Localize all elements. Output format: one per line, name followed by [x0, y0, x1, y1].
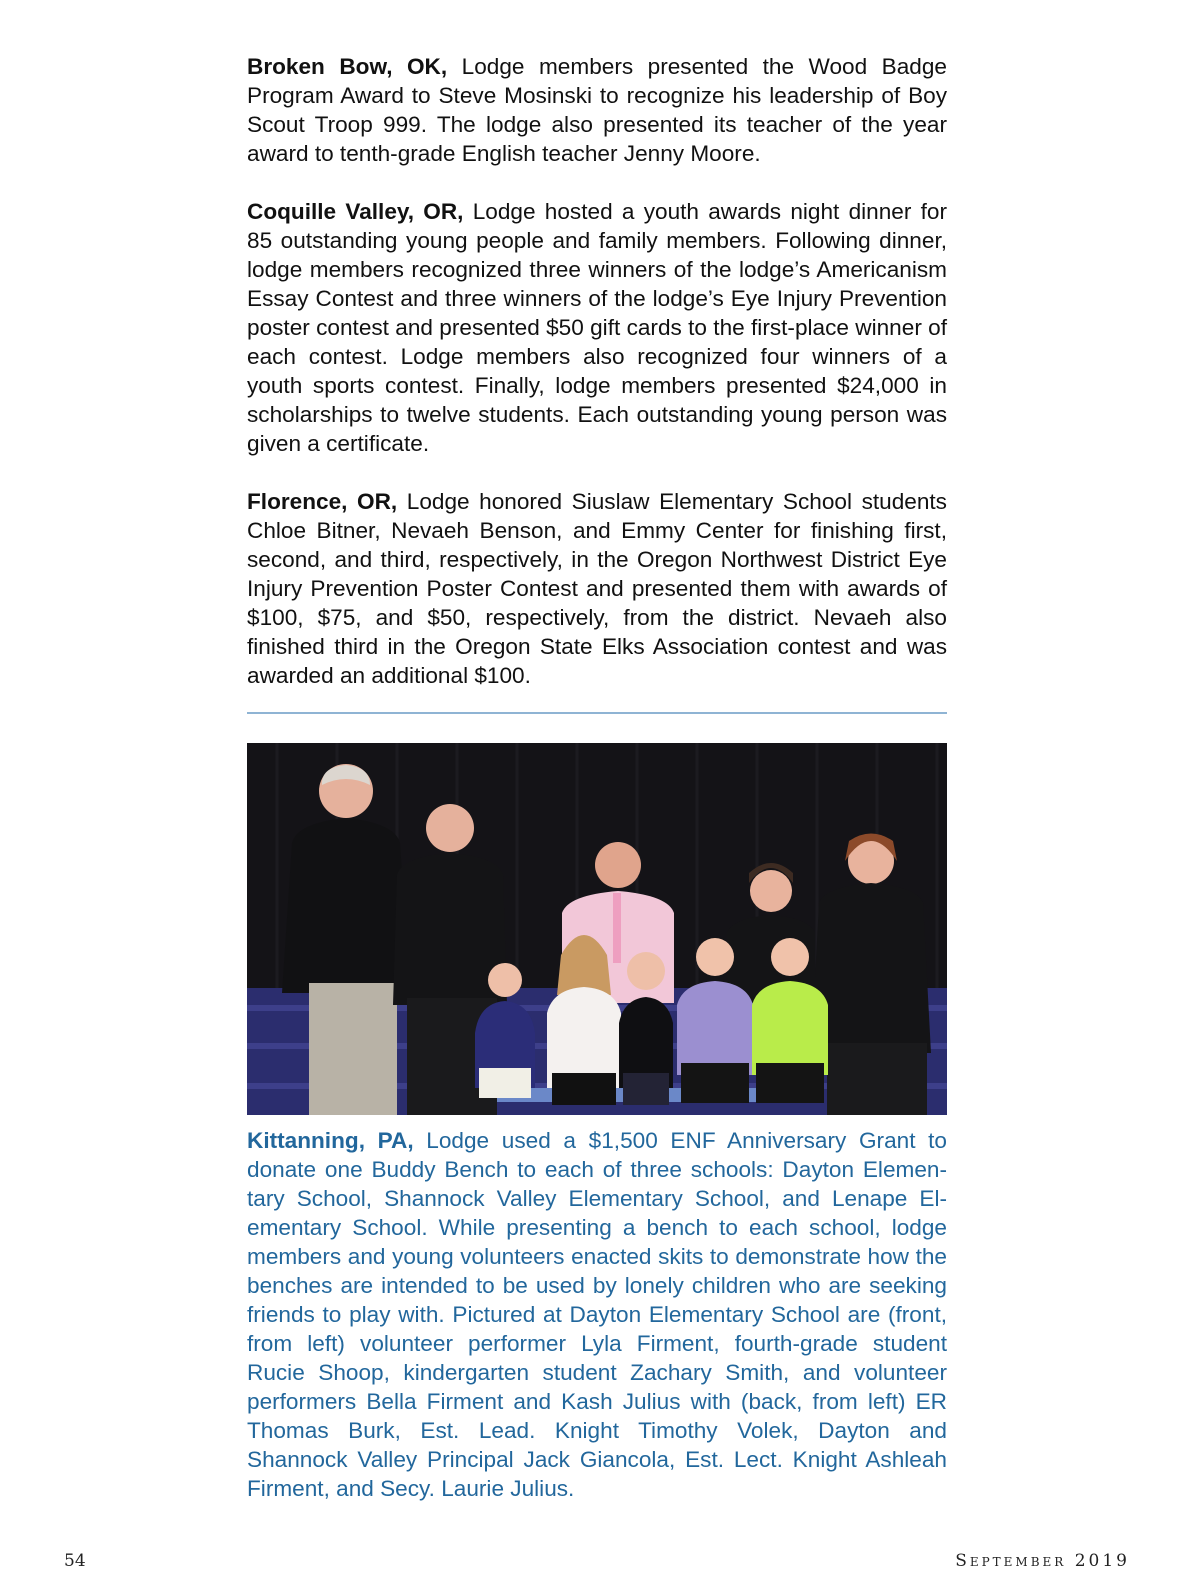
- article-body: Lodge hosted a youth awards night dinner for 85 outstanding young people and family members. Following dinner, lodge members recognized three winners of the lodge’s Americanism Essay Contest and three winners of the lodge’s Eye Injury Prevention poster contest and presented $50 gift cards to the first-place winner of each contest. Lodge members also recognized four winners of a youth sports contest. Finally, lodge members presented $24,000 in scholarships to twelve students. Each outstanding young person was given a certificate.: [247, 199, 947, 456]
- caption-dateline: Kittanning, PA,: [247, 1128, 414, 1153]
- group-photo-illustration: [247, 743, 947, 1115]
- group-photo: [247, 743, 947, 1115]
- article-florence: [247, 487, 947, 690]
- caption-body: Lodge used a $1,500 ENF Anniversary Grant to donate one Buddy Bench to each of three schools: Dayton Elementary School, Shannock Valley Elementary School, and Lenape Elementary School. While presenting a bench to each school, lodge members and young volunteers enacted skits to demonstrate how the benches are intended to be used by lonely children who are seeking friends to play with. Pictured at Dayton Elementary School are (front, from left) volunteer performer Lyla Firment, fourth-grade student Rucie Shoop, kindergarten student Zachary Smith, and volunteer performers Bella Firment and Kash Julius with (back, from left) ER Thomas Burk, Est. Lead. Knight Timothy Volek, Dayton and Shannock Valley Principal Jack Giancola, Est. Lect. Knight Ashleah Firment, and Secy. Laurie Julius.: [247, 1128, 947, 1501]
- article-dateline: Broken Bow, OK,: [247, 54, 448, 79]
- article-body: Lodge members presented the Wood Badge Program Award to Steve Mosinski to recognize his leadership of Boy Scout Troop 999. The lodge also presented its teacher of the year award to tenth-grade English teacher Jenny Moore.: [247, 54, 947, 166]
- article-dateline: Florence, OR,: [247, 489, 398, 514]
- page-number: 54: [64, 1551, 86, 1571]
- article-coquille-valley: [247, 197, 947, 458]
- article-dateline: Coquille Valley, OR,: [247, 199, 464, 224]
- photo-caption: [247, 1126, 947, 1503]
- article-body: Lodge honored Siuslaw Elementary School students Chloe Bitner, Nevaeh Benson, and Emmy Center for finishing first, second, and third, respectively, in the Oregon Northwest District Eye Injury Prevention Poster Contest and presented them with awards of $100, $75, and $50, respectively, from the district. Nevaeh also finished third in the Oregon State Elks Association contest and was awarded an additional $100.: [247, 489, 947, 688]
- section-divider: [247, 712, 947, 714]
- issue-date: September 2019: [955, 1551, 1130, 1571]
- article-broken-bow: [247, 52, 947, 168]
